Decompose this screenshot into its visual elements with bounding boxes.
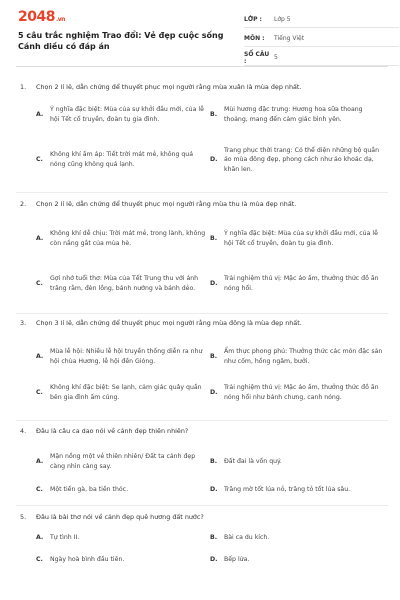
page-header [16, 0, 388, 67]
question-1: 1. Chọn 2 lí lẽ, dẫn chứng để thuyết phục mọi người rằng mùa xuân là mùa đẹp nhất. [20, 83, 302, 91]
meta-grade: LỚP : Lớp 5 [244, 12, 399, 28]
question-5: 5. Đâu là bài thơ nói về cảnh đẹp quê hương đất nước? [20, 513, 204, 521]
question-1-option-c[interactable]: C. Không khí ấm áp: Tiết trời mát mẻ, không quá nóng cũng không quá lạnh. [36, 151, 194, 168]
divider [16, 313, 388, 314]
question-5-option-a[interactable]: A. Tự tình II. [36, 534, 80, 542]
question-3-option-d[interactable]: D. Trải nghiệm thú vị: Mặc áo ấm, thưởng thức đồ ăn nóng hổi như bánh chưng, canh nóng. [210, 384, 379, 401]
question-2-option-a[interactable]: A. Không khí dễ chịu: Trời mát mẻ, trong lành, không còn nắng gắt của mùa hè. [36, 230, 206, 247]
question-2-option-c[interactable]: C. Gợi nhớ tuổi thơ: Mùa của Tết Trung thu với ánh trăng rằm, đèn lồng, bánh nướng và bánh dẻo. [36, 275, 199, 292]
question-1-option-a[interactable]: A. Ý nghĩa đặc biệt: Mùa của sự khởi đầu mới, của lễ hội Tết cổ truyền, đoàn tụ gia đình. [36, 106, 204, 123]
question-3-option-c[interactable]: C. Không khí đặc biệt: Se lạnh, cảm giác quây quần bên gia đình ấm cúng. [36, 384, 202, 401]
document-title: 5 câu trắc nghiệm Trao đổi: Vẻ đẹp cuộc sống Cánh diều có đáp án [18, 31, 224, 51]
meta-question-count: SỐ CÂU : 5 [244, 50, 399, 66]
question-5-option-b[interactable]: B. Bài ca du kích. [210, 534, 270, 542]
question-4: 4. Đâu là câu ca dao nói về cảnh đẹp thiên nhiên? [20, 427, 189, 435]
question-1-option-d[interactable]: D. Trang phục thời trang: Có thể diện những bộ quần áo mùa đông đẹp, phong cách như áo khoác dạ, khăn len. [210, 146, 379, 173]
question-2: 2. Chọn 2 lí lẽ, dẫn chứng để thuyết phục mọi người rằng mùa thu là mùa đẹp nhất. [20, 200, 297, 208]
question-5-option-c[interactable]: C. Ngày hoà bình đầu tiên. [36, 556, 125, 564]
question-3-option-a[interactable]: A. Mùa lễ hội: Nhiều lễ hội truyền thống diễn ra như hội chùa Hương, lễ hội đền Gióng. [36, 348, 203, 365]
divider [16, 420, 388, 421]
question-2-option-d[interactable]: D. Trải nghiệm thú vị: Mặc áo ấm, thưởng thức đồ ăn nóng hổi. [210, 275, 379, 292]
question-4-option-b[interactable]: B. Đất đai là vốn quý. [210, 458, 282, 466]
document-meta [244, 12, 399, 66]
divider [16, 505, 388, 506]
divider [16, 192, 388, 193]
question-1-option-b[interactable]: B. Mùi hương đặc trưng: Hương hoa sữa thoang thoảng, mang đến cảm giác bình yên. [210, 106, 363, 123]
question-3-option-b[interactable]: B. Ẩm thực phong phú: Thưởng thức các món đặc sản như cốm, hồng ngâm, bưởi. [210, 348, 383, 365]
question-4-option-a[interactable]: A. Mặn nồng một vẻ thiên nhiên/ Đất ta cảnh đẹp càng nhìn càng say. [36, 453, 196, 470]
site-logo[interactable]: 2048.vn [18, 9, 65, 25]
meta-subject: MÔN : Tiếng Việt [244, 31, 399, 47]
question-4-option-c[interactable]: C. Một tiền gà, ba tiền thóc. [36, 486, 129, 494]
question-4-option-d[interactable]: D. Trăng mờ tốt lúa nỏ, trăng tỏ tốt lúa sâu. [210, 486, 351, 494]
question-2-option-b[interactable]: B. Ý nghĩa đặc biệt: Mùa của sự khởi đầu mới, của lễ hội Tết cổ truyền, đoàn tụ gia đình. [210, 230, 378, 247]
question-5-option-d[interactable]: D. Bếp lửa. [210, 556, 250, 564]
question-3: 3. Chọn 3 lí lẽ, dẫn chứng để thuyết phục mọi người rằng mùa đông là mùa đẹp nhất. [20, 319, 302, 327]
